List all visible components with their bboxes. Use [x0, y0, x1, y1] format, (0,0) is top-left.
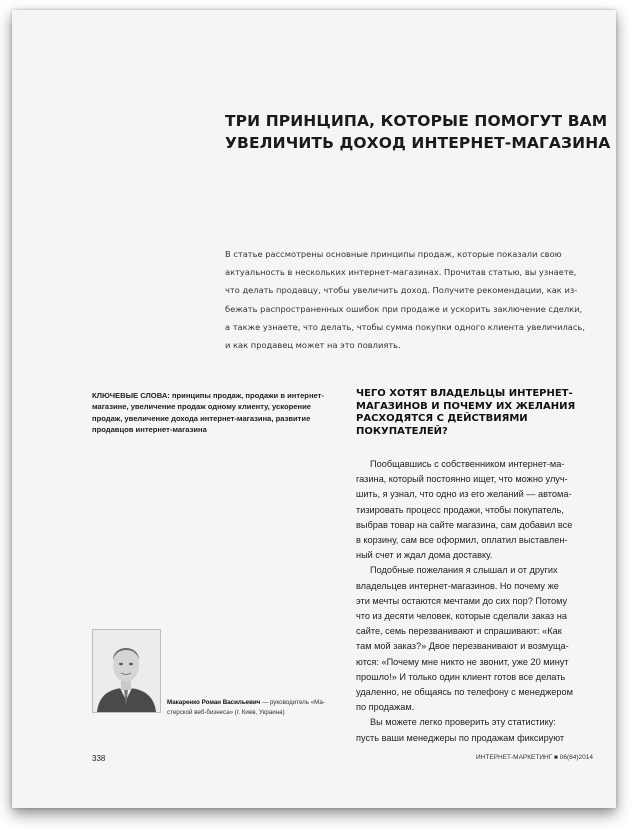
heading-line: ЧЕГО ХОТЯТ ВЛАДЕЛЬЦЫ ИНТЕРНЕТ- [356, 388, 573, 399]
author-photo [92, 629, 161, 713]
title-line: УВЕЛИЧИТЬ ДОХОД ИНТЕРНЕТ-МАГАЗИНА [225, 134, 611, 152]
article-title [225, 110, 611, 154]
lead-line: и как продавец может на это повлиять. [225, 340, 401, 351]
keywords-line: магазине, увеличение продаж одному клиенту, ускорение [92, 402, 311, 412]
body-line: Пообщавшись с собственником интернет-ма- [370, 459, 565, 469]
heading-line: РАСХОДЯТСЯ С ДЕЙСТВИЯМИ [356, 413, 528, 425]
body-line: сайте, семь перезванивают и спрашивают: «Как [356, 626, 562, 637]
page-number: 338 [92, 754, 106, 763]
body-line: Вы можете легко проверить эту статистику: [370, 717, 556, 728]
author-role-cont: стерской веб-бизнеса» (г. Киев, Украина) [167, 709, 285, 716]
lead-line: а также узнаете, что делать, чтобы сумма покупки одного клиента увеличилась, [225, 321, 585, 332]
keywords-line: продавцов интернет-магазина [92, 425, 207, 435]
keywords-block [92, 390, 342, 436]
body-line: Подобные пожелания я слышал и от других [370, 565, 558, 576]
author-portrait-image [93, 630, 160, 712]
body-line: пусть ваши менеджеры по продажам фиксируют [356, 732, 565, 743]
body-line: ются: «Почему мне никто не звонит, уже 20 минут [356, 656, 569, 667]
keywords-label: КЛЮЧЕВЫЕ СЛОВА: [92, 391, 170, 400]
heading-line: ПОКУПАТЕЛЕЙ? [356, 426, 448, 438]
body-line: шить, я узнал, что одно из его желаний — автома- [356, 489, 572, 500]
author-role: — руководитель «Ма- [260, 699, 325, 706]
body-line: удаленно, не общаясь по телефону с менеджером [356, 687, 573, 698]
body-line: там мой заказ?» Двое перезванивают и возмуща- [356, 641, 569, 652]
section-heading [356, 388, 616, 439]
magazine-page [12, 10, 616, 808]
keywords-line: принципы продаж, продажи в интернет- [169, 391, 324, 400]
body-line: газина, который постоянно ищет, что можно улуч- [356, 474, 568, 485]
author-name: Макаренко Роман Васильевич [167, 699, 261, 706]
lead-line: актуальность в нескольких интернет-магазинах. Прочитав статью, вы узнаете, [225, 267, 577, 278]
author-caption [167, 698, 347, 718]
body-line: владельцев интернет-магазинов. Но почему же [356, 580, 559, 591]
heading-line: МАГАЗИНОВ И ПОЧЕМУ ИХ ЖЕЛАНИЯ [356, 400, 576, 412]
lead-line: бежать распространенных ошибок при продаже и ускорить заключение сделки, [225, 303, 583, 314]
body-line: тизировать процесс продажи, чтобы покупатель, [356, 504, 564, 515]
article-lead [225, 245, 610, 354]
body-line: что из десяти человек, которые сделали заказ на [356, 611, 567, 622]
lead-line: В статье рассмотрены основные принципы продаж, которые показали свою [225, 249, 562, 259]
body-line: по продажам. [356, 702, 415, 713]
body-line: ный счет и ждал дома доставку. [356, 550, 493, 561]
lead-line: что делать продавцу, чтобы увеличить доход. Получите рекомендации, как из- [225, 285, 578, 296]
keywords-line: продаж, увеличение дохода интернет-магазина, развитие [92, 413, 311, 423]
body-line: прошло!» И только один клиент готов все делать [356, 671, 566, 682]
body-line: выбрав товар на сайте магазина, сам добавил все [356, 519, 573, 530]
title-line: ТРИ ПРИНЦИПА, КОТОРЫЕ ПОМОГУТ ВАМ [225, 112, 608, 130]
body-text-column [356, 457, 606, 746]
body-line: эти мечты остаются мечтами до сих пор? Потому [356, 595, 568, 606]
body-line: в корзину, сам все оформил, оплатил выставлен- [356, 535, 568, 546]
journal-issue: ИНТЕРНЕТ-МАРКЕТИНГ ■ 06(84)2014 [476, 754, 594, 761]
